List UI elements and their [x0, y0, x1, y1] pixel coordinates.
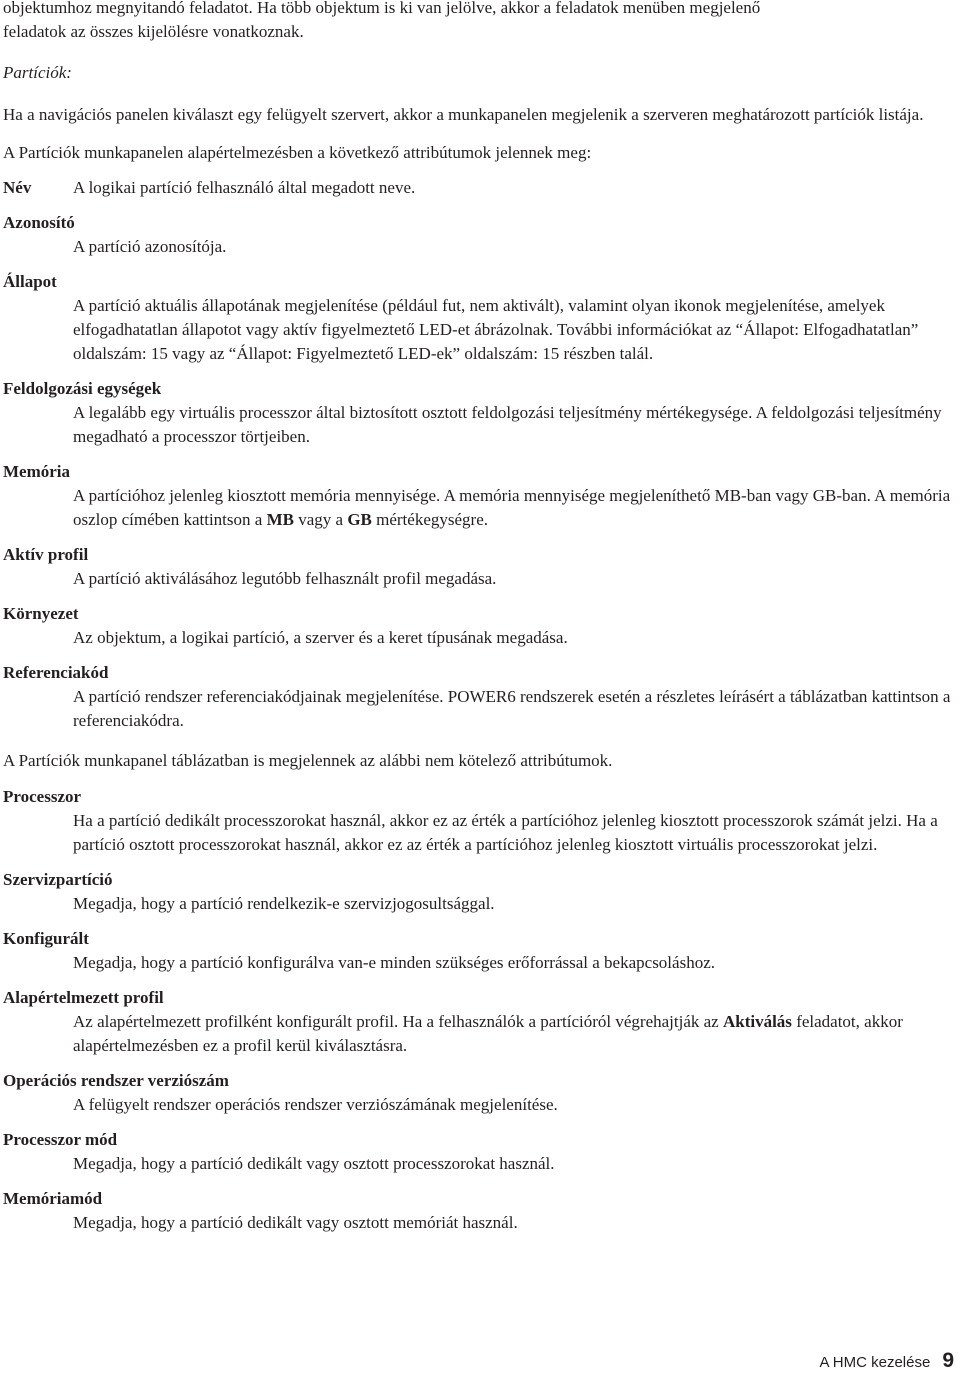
optional-attrs-intro: A Partíciók munkapanel táblázatban is megjelennek az alábbi nem kötelező attribútumok. [3, 751, 613, 770]
definition-term: Referenciakód [3, 663, 109, 682]
description-text: A partícióhoz jelenleg kiosztott memória mennyisége. A memória mennyisége megjeleníthető MB-ban vagy GB-ban. A memória oszlop címében kattintson a [73, 486, 951, 529]
definition-entry [3, 270, 955, 366]
gb-unit-label: GB [347, 510, 372, 529]
footer-title: A HMC kezelése [819, 1354, 931, 1371]
definition-entry [3, 868, 955, 916]
definition-description: A logikai partíció felhasználó által megadott neve. [73, 178, 416, 197]
definition-term: Név [3, 178, 32, 197]
definition-description: Megadja, hogy a partíció konfigurálva van-e minden szükséges erőforrással a bekapcsoláshoz. [73, 953, 715, 972]
definition-entry [3, 661, 955, 733]
definition-entry [3, 1187, 955, 1235]
definition-term: Operációs rendszer verziószám [3, 1071, 229, 1090]
definition-term: Memória [3, 462, 71, 481]
description-text: vagy a [293, 510, 348, 529]
section-intro: Ha a navigációs panelen kiválaszt egy felügyelt szervert, akkor a munkapanelen megjelenik a szerveren meghatározott partíciók listája. [3, 105, 924, 124]
description-text: mértékegységre. [371, 510, 488, 529]
definition-term: Feldolgozási egységek [3, 379, 162, 398]
intro-paragraph [3, 0, 955, 44]
definition-description: A partíció aktiválásához legutóbb felhasznált profil megadása. [73, 569, 497, 588]
default-attribute-list [3, 176, 955, 733]
definition-entry [3, 543, 955, 591]
definition-description: A partíció azonosítója. [73, 237, 227, 256]
definition-entry [3, 785, 955, 857]
optional-attribute-list [3, 785, 955, 1235]
definition-description [73, 484, 955, 532]
definition-term: Aktív profil [3, 545, 89, 564]
description-text: feladatot, akkor alapértelmezésben ez a profil kerül kiválasztásra. [73, 1012, 903, 1055]
definition-entry [3, 211, 955, 259]
definition-term: Környezet [3, 604, 79, 623]
definition-entry [3, 927, 955, 975]
definition-entry [3, 986, 955, 1058]
default-attrs-intro: A Partíciók munkapanelen alapértelmezésben a következő attribútumok jelennek meg: [3, 143, 592, 162]
definition-term: Azonosító [3, 213, 75, 232]
definition-entry [3, 602, 955, 650]
definition-term: Szervizpartíció [3, 870, 113, 889]
definition-description: A legalább egy virtuális processzor által biztosított osztott feldolgozási teljesítmény mértékegysége. A feldolgozási teljesítmény megadható a processzor törtjeiben. [73, 403, 942, 446]
definition-entry [3, 460, 955, 532]
document-page [3, 0, 955, 1235]
intro-line: objektumhoz megnyitandó feladatot. Ha több objektum is ki van jelölve, akkor a feladatok menüben megjelenő [3, 0, 761, 17]
definition-description: Az objektum, a logikai partíció, a szerver és a keret típusának megadása. [73, 628, 568, 647]
definition-description: Megadja, hogy a partíció dedikált vagy osztott memóriát használ. [73, 1213, 518, 1232]
definition-term: Memóriamód [3, 1189, 103, 1208]
definition-term: Processzor [3, 787, 82, 806]
intro-line: feladatok az összes kijelölésre vonatkoznak. [3, 22, 304, 41]
definition-description: Megadja, hogy a partíció dedikált vagy osztott processzorokat használ. [73, 1154, 555, 1173]
definition-description [73, 1010, 955, 1058]
definition-term: Alapértelmezett profil [3, 988, 164, 1007]
definition-entry [3, 377, 955, 449]
definition-term: Konfigurált [3, 929, 89, 948]
mb-unit-label: MB [266, 510, 294, 529]
definition-description: Megadja, hogy a partíció rendelkezik-e szervizjogosultsággal. [73, 894, 495, 913]
description-text: Az alapértelmezett profilként konfigurált profil. Ha a felhasználók a partícióról végrehajtják az [73, 1012, 723, 1031]
section-title: Partíciók: [3, 63, 72, 82]
definition-entry [3, 176, 955, 200]
definition-entry [3, 1128, 955, 1176]
page-number: 9 [942, 1349, 954, 1372]
activate-task-label: Aktiválás [722, 1012, 792, 1031]
definition-term: Állapot [3, 272, 57, 291]
page-footer [819, 1349, 954, 1377]
definition-description: A partíció rendszer referenciakódjainak megjelenítése. POWER6 rendszerek esetén a részletes leírásért a táblázatban kattintson a referenciakódra. [73, 687, 951, 730]
definition-term: Processzor mód [3, 1130, 118, 1149]
definition-description: A partíció aktuális állapotának megjelenítése (például fut, nem aktivált), valamint olyan ikonok megjelenítése, amelyek elfogadhatatlan állapotot vagy aktív figyelmeztető LED-et ábrázolnak. További információkat az “Állapot: Elfogadhatatlan” oldalszám: 15 vagy az “Állapot: Figyelmeztető LED-ek” oldalszám: 15 részben talál. [73, 296, 919, 363]
definition-description: A felügyelt rendszer operációs rendszer verziószámának megjelenítése. [73, 1095, 558, 1114]
definition-entry [3, 1069, 955, 1117]
definition-description: Ha a partíció dedikált processzorokat használ, akkor ez az érték a partícióhoz jelenleg kiosztott processzorok számát jelzi. Ha a partíció osztott processzorokat használ, akkor ez az érték a partícióhoz jelenleg kiosztott virtuális processzorokat jelzi. [73, 811, 938, 854]
